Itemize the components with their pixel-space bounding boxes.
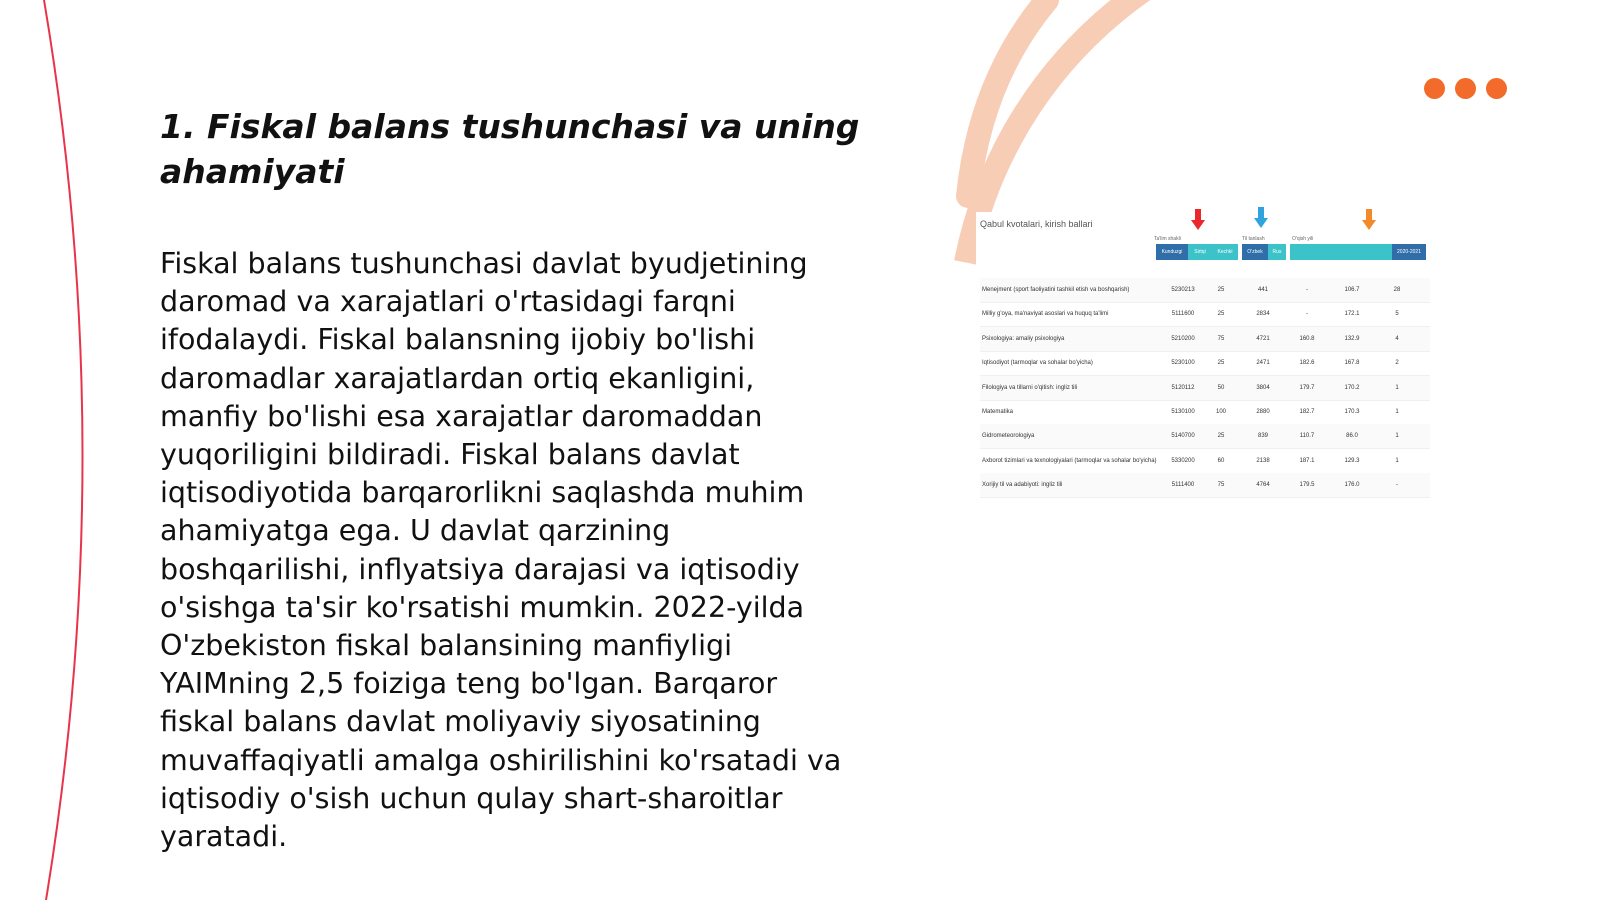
table-cell-c	[1382, 449, 1412, 473]
cell-text: 1	[1395, 384, 1399, 391]
table-row	[980, 327, 1430, 352]
table-cell-code	[1166, 424, 1200, 448]
cell-text: 182.7	[1299, 409, 1315, 415]
cell-text: 5210200	[1171, 335, 1195, 342]
table-cell-apps	[1248, 424, 1278, 448]
cell-text: 5330200	[1171, 457, 1195, 464]
table-cell-b2	[1337, 449, 1367, 473]
group-label: Ta'lim shakli	[1154, 236, 1181, 242]
table-cell-b1	[1292, 278, 1322, 302]
three-dots-decoration	[1424, 78, 1507, 99]
cell-text: 110.7	[1299, 433, 1315, 440]
table-cell-apps	[1248, 449, 1278, 473]
red-arrow-icon	[1191, 209, 1205, 231]
table-cell-b1	[1292, 376, 1322, 400]
table-cell-b1	[1292, 473, 1322, 497]
table-cell-name	[980, 424, 1167, 448]
table-cell-apps	[1248, 376, 1278, 400]
table-cell-code	[1166, 351, 1200, 375]
table-cell-b1	[1292, 424, 1322, 448]
table-cell-quota	[1206, 278, 1236, 302]
cell-text: Iqtisodiyot (tarmoqlar va sohalar bo'yicha)	[982, 360, 1093, 367]
cell-text: 5120112	[1171, 384, 1195, 391]
left-curve-line	[44, 0, 83, 900]
cell-text: 106.7	[1344, 287, 1360, 293]
table-cell-b2	[1337, 278, 1367, 302]
table-cell-code	[1166, 278, 1200, 302]
table-cell-b2	[1337, 376, 1367, 400]
cell-text: 2834	[1256, 311, 1270, 318]
table-cell-name	[980, 351, 1167, 375]
table-cell-b2	[1337, 327, 1367, 351]
cell-text: Menejment (sport faoliyatini tashkil etish va boshqarish)	[982, 287, 1130, 293]
table-cell-b2	[1337, 400, 1367, 424]
cell-text: 5111400	[1171, 482, 1195, 489]
cell-text: 25	[1217, 287, 1225, 293]
cell-text: 2880	[1256, 409, 1270, 415]
cell-text: 182.6	[1299, 360, 1315, 367]
table-cell-apps	[1248, 400, 1278, 424]
cell-text: 132.9	[1344, 335, 1360, 342]
table-cell-name	[980, 473, 1167, 497]
table-cell-apps	[1248, 278, 1278, 302]
header-cell: Kunduzgi	[1156, 244, 1188, 260]
cell-text: 5140700	[1171, 433, 1195, 440]
table-cell-quota	[1206, 351, 1236, 375]
table-row	[980, 302, 1430, 327]
table-row	[980, 278, 1430, 303]
table-row	[980, 376, 1430, 401]
cell-text: 170.2	[1344, 384, 1360, 391]
table-row	[980, 351, 1430, 376]
cell-text: 5230213	[1171, 287, 1195, 293]
table-cell-b2	[1337, 473, 1367, 497]
cell-text: 1	[1395, 457, 1399, 464]
cell-text: 1	[1395, 433, 1399, 440]
table-cell-c	[1382, 400, 1412, 424]
cell-text: 187.1	[1299, 457, 1315, 464]
header-cell	[1324, 244, 1358, 260]
cell-text: -	[1306, 287, 1308, 293]
table-cell-name	[980, 376, 1167, 400]
table-cell-code	[1166, 376, 1200, 400]
admission-table-image	[976, 212, 1436, 512]
table-cell-c	[1382, 327, 1412, 351]
header-cell: Sirtqi	[1188, 244, 1212, 260]
table-cell-c	[1382, 376, 1412, 400]
cell-text: 28	[1393, 287, 1401, 293]
cell-text: 75	[1217, 335, 1225, 342]
cell-text: 75	[1217, 482, 1225, 489]
cell-text: -	[1396, 482, 1398, 489]
table-caption: Qabul kvotalari, kirish ballari	[980, 219, 1093, 229]
cell-text: 86.0	[1346, 433, 1358, 440]
cell-text: 3804	[1256, 384, 1270, 391]
cell-text: 839	[1257, 433, 1268, 440]
cell-text: 25	[1217, 311, 1225, 318]
table-cell-quota	[1206, 424, 1236, 448]
table-cell-quota	[1206, 327, 1236, 351]
table-cell-apps	[1248, 302, 1278, 326]
cell-text: Gidrometeorologiya	[982, 433, 1035, 440]
table-cell-code	[1166, 302, 1200, 326]
cell-text: 2	[1395, 360, 1399, 367]
dot-icon	[1455, 78, 1476, 99]
cell-text: 60	[1217, 457, 1225, 464]
table-cell-b2	[1337, 351, 1367, 375]
cell-text: 179.7	[1299, 384, 1315, 391]
table-row	[980, 473, 1430, 498]
slide-paragraph: Fiskal balans tushunchasi davlat byudjetining daromad va xarajatlari o'rtasidagi farqni ifodalaydi. Fiskal balansning ijobiy bo'lishi daromadlar xarajatlardan ortiq ekanligini, manfiy bo'lishi esa xarajatlar daromaddan yuqoriligini bildiradi. Fiskal balans davlat iqtisodiyotida barqarorlikni saqlashda muhim ahamiyatga ega. U davlat qarzining boshqarilishi, inflyatsiya darajasi va iqtisodiy o'sishga ta'sir ko'rsatishi mumkin. 2022-yilda O'zbekiston fiskal balansining manfiyligi YAIMning 2,5 foiziga teng bo'lgan. Barqaror fiskal balans davlat moliyaviy siyosatining muvaffaqiyatli amalga oshirilishini ko'rsatadi va iqtisodiy o'sish uchun qulay shart-sharoitlar yaratadi.	[160, 247, 842, 854]
cell-text: 170.3	[1344, 409, 1360, 415]
table-cell-c	[1382, 302, 1412, 326]
header-cell: Kechki	[1212, 244, 1238, 260]
cell-text: 5	[1395, 311, 1399, 318]
slide-title: 1. Fiskal balans tushunchasi va uning ahamiyati	[160, 107, 860, 191]
table-cell-b1	[1292, 400, 1322, 424]
table-cell-b2	[1337, 424, 1367, 448]
table-header-bar	[1156, 244, 1426, 260]
cell-text: 179.5	[1299, 482, 1315, 489]
table-cell-b1	[1292, 302, 1322, 326]
table-cell-c	[1382, 351, 1412, 375]
table-cell-name	[980, 278, 1167, 302]
table-cell-quota	[1206, 302, 1236, 326]
cell-text: 4764	[1256, 482, 1270, 489]
cell-text: -	[1306, 311, 1308, 318]
table-cell-apps	[1248, 351, 1278, 375]
table-row	[980, 400, 1430, 425]
cell-text: 172.1	[1344, 311, 1360, 318]
header-cell	[1290, 244, 1324, 260]
cell-text: 160.8	[1299, 335, 1315, 342]
cell-text: 25	[1217, 360, 1225, 367]
group-label: O'qish yili	[1292, 236, 1314, 242]
header-cell: O'zbek	[1242, 244, 1268, 260]
cell-text: 441	[1257, 287, 1268, 293]
table-cell-c	[1382, 473, 1412, 497]
dot-icon	[1486, 78, 1507, 99]
cell-text: Milliy g'oya, ma'naviyat asoslari va huquq ta'limi	[982, 311, 1109, 318]
table-cell-code	[1166, 327, 1200, 351]
table-cell-quota	[1206, 376, 1236, 400]
group-label: Til tanlash	[1242, 236, 1265, 242]
cell-text: 50	[1217, 384, 1225, 391]
header-cell: Rus	[1268, 244, 1286, 260]
table-row	[980, 449, 1430, 474]
cell-text: 2471	[1256, 360, 1270, 367]
table-cell-code	[1166, 473, 1200, 497]
cell-text: 5230100	[1171, 360, 1195, 367]
table-row	[980, 424, 1430, 449]
table-cell-name	[980, 400, 1167, 424]
orange-arrow-icon	[1362, 209, 1376, 231]
table-cell-c	[1382, 424, 1412, 448]
table-cell-quota	[1206, 449, 1236, 473]
cell-text: 176.0	[1344, 482, 1360, 489]
table-cell-b2	[1337, 302, 1367, 326]
cell-text: 100	[1215, 409, 1226, 415]
table-cell-b1	[1292, 327, 1322, 351]
cell-text: 5130100	[1171, 409, 1195, 415]
cell-text: 4721	[1256, 335, 1270, 342]
header-cell	[1358, 244, 1392, 260]
cell-text: 1	[1395, 409, 1399, 415]
cell-text: 5111600	[1171, 311, 1195, 318]
dot-icon	[1424, 78, 1445, 99]
cell-text: Axborot tizimlari va texnologiyalari (tarmoqlar va sohalar bo'yicha)	[982, 457, 1157, 464]
cell-text: 25	[1217, 433, 1225, 440]
column-header-row	[976, 267, 1436, 275]
table-cell-apps	[1248, 327, 1278, 351]
table-cell-name	[980, 327, 1167, 351]
table-cell-b1	[1292, 449, 1322, 473]
table-cell-c	[1382, 278, 1412, 302]
cell-text: Filologiya va tillarni o'qitish: ingliz tili	[982, 384, 1078, 391]
table-cell-name	[980, 302, 1167, 326]
table-cell-apps	[1248, 473, 1278, 497]
table-cell-quota	[1206, 400, 1236, 424]
cell-text: Psixologiya: amaliy psixologiya	[982, 335, 1065, 342]
cell-text: 167.8	[1344, 360, 1360, 367]
table-cell-name	[980, 449, 1167, 473]
cell-text: 129.3	[1344, 457, 1360, 464]
header-cell: 2020-2021	[1392, 244, 1426, 260]
cell-text: Matematika	[982, 409, 1014, 415]
table-cell-b1	[1292, 351, 1322, 375]
blue-arrow-icon	[1254, 207, 1268, 229]
cell-text: 4	[1395, 335, 1399, 342]
table-cell-quota	[1206, 473, 1236, 497]
cell-text: 2138	[1256, 457, 1270, 464]
cell-text: Xorijiy til va adabiyoti: ingliz tili	[982, 482, 1063, 489]
table-cell-code	[1166, 449, 1200, 473]
table-cell-code	[1166, 400, 1200, 424]
